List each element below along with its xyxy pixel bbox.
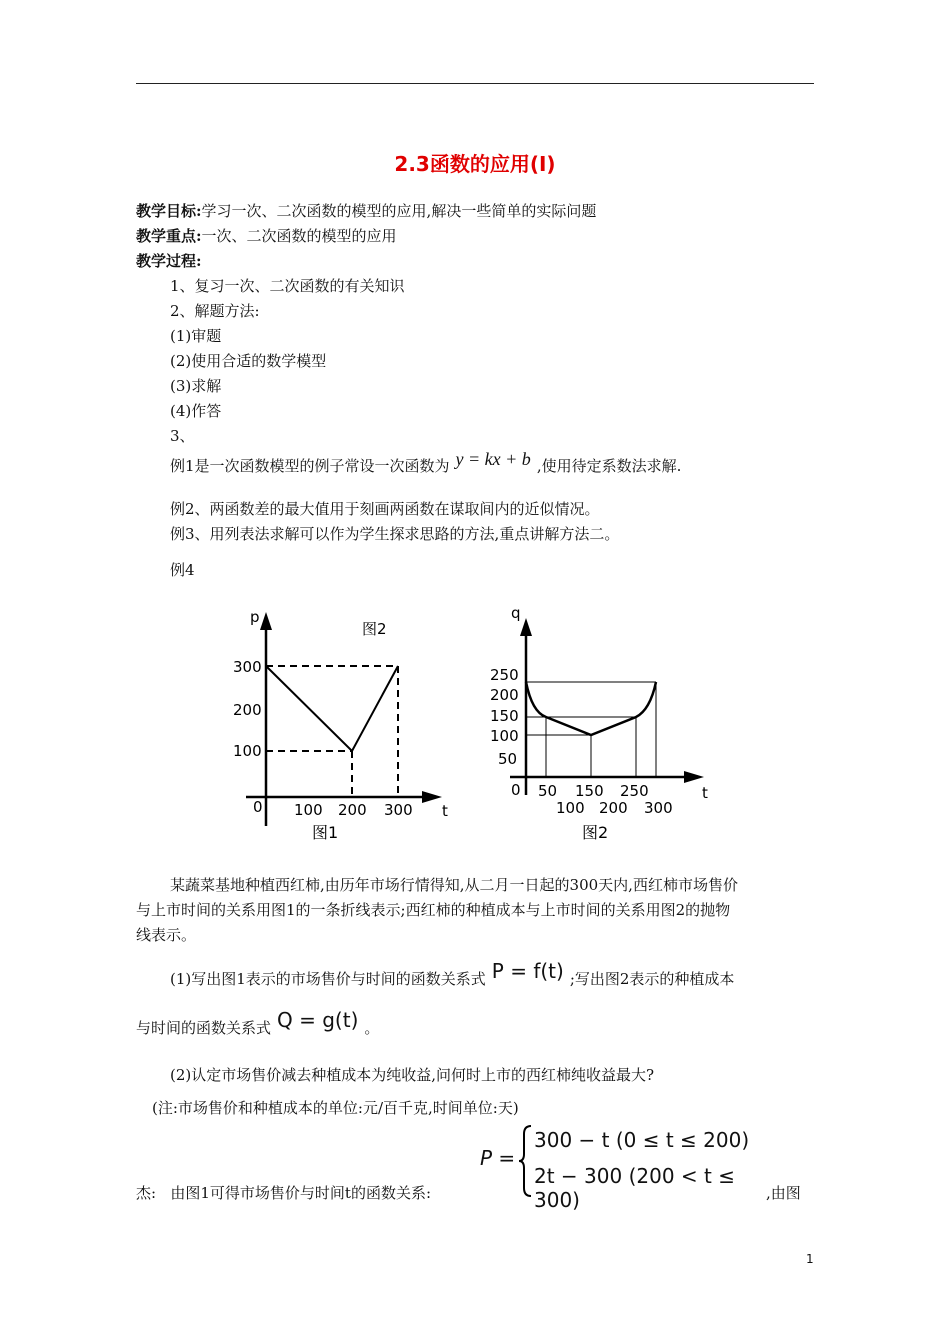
fig2-ytick: 250	[490, 666, 519, 684]
fig1-inner-label: 图2	[362, 620, 387, 638]
figure-2-svg	[486, 600, 718, 844]
header-rule	[136, 83, 814, 84]
fig2-ytick: 100	[490, 727, 519, 745]
fig1-ytick: 200	[233, 701, 262, 719]
question-1-line-2	[136, 1008, 380, 1039]
question-2: (2)认定市场售价减去种植成本为纯收益,问何时上市的西红柿纯收益最大?	[170, 1066, 655, 1084]
step-3: 3、	[170, 427, 195, 445]
step-2: 2、解题方法:	[170, 302, 260, 320]
piecewise-case-1: 300 − t (0 ≤ t ≤ 200)	[534, 1128, 750, 1152]
fig2-axis-x-label: t	[702, 784, 708, 802]
solution-tail: ,由图	[766, 1184, 801, 1202]
fig2-ytick: 200	[490, 686, 519, 704]
question-1-mid: ;写出图2表示的种植成本	[569, 970, 735, 988]
example-4: 例4	[170, 561, 195, 579]
fig2-xtick: 250	[620, 782, 649, 800]
formula-p-f: P = f(t)	[491, 959, 564, 983]
goal-line	[136, 200, 596, 222]
example-1-pre: 例1是一次函数模型的例子常设一次函数为	[170, 457, 450, 475]
fig2-ytick: 150	[490, 707, 519, 725]
fig1-y-arrow	[260, 612, 272, 630]
figure-1-svg	[226, 604, 458, 844]
question-1-l2: 与时间的函数关系式	[136, 1019, 272, 1037]
figure-2	[486, 600, 718, 844]
fig1-price-polyline	[266, 666, 398, 751]
fig2-ytick: 50	[498, 750, 518, 768]
page-title: 2.3函数的应用(Ⅰ)	[394, 152, 556, 176]
fig2-origin: 0	[511, 781, 521, 799]
process-label: 教学过程:	[136, 252, 202, 270]
solution-line	[136, 1182, 431, 1204]
fig1-xtick: 100	[294, 801, 323, 819]
fig2-axis-y-label: q	[511, 604, 521, 622]
piecewise-formula	[478, 1122, 778, 1212]
fig2-xtick: 50	[538, 782, 558, 800]
units-note: (注:市场售价和种植成本的单位:元/百千克,时间单位:天)	[152, 1099, 519, 1117]
fig2-x-arrow	[684, 771, 704, 783]
formula-linear: y = kx + b	[455, 449, 531, 469]
fig2-y-arrow	[520, 618, 532, 636]
fig1-ytick: 100	[233, 742, 262, 760]
fig2-xtick: 200	[599, 799, 628, 817]
focus-line	[136, 225, 397, 247]
question-1	[170, 959, 735, 990]
fig1-x-arrow	[422, 791, 442, 803]
step-1: 1、复习一次、二次函数的有关知识	[170, 277, 405, 295]
fig1-axis-x-label: t	[442, 802, 448, 820]
method-3: (3)求解	[170, 377, 222, 395]
fig1-caption: 图1	[312, 823, 339, 842]
problem-line-1: 某蔬菜基地种植西红柿,由历年市场行情得知,从二月一日起的300天内,西红柿市场售价	[170, 876, 738, 894]
goal-label: 教学目标:	[136, 202, 202, 220]
example-2: 例2、两函数差的最大值用于刻画两函数在谋取间内的近似情况。	[170, 500, 600, 518]
problem-line-3: 线表示。	[136, 926, 197, 944]
example-1-post: ,使用待定系数法求解.	[536, 457, 682, 475]
piecewise-brace	[518, 1124, 532, 1198]
problem-line-2: 与上市时间的关系用图1的一条折线表示;西红柿的种植成本与上市时间的关系用图2的抛物	[136, 901, 731, 919]
method-2: (2)使用合适的数学模型	[170, 352, 327, 370]
solution-label: 杰:	[136, 1184, 157, 1202]
method-1: (1)审题	[170, 327, 222, 345]
solution-text: 由图1可得市场售价与时间t的函数关系:	[170, 1184, 432, 1202]
fig1-ytick: 300	[233, 658, 262, 676]
example-1	[170, 449, 682, 477]
method-4: (4)作答	[170, 402, 222, 420]
focus-label: 教学重点:	[136, 227, 202, 245]
fig1-xtick: 200	[338, 801, 367, 819]
fig2-xtick: 300	[644, 799, 673, 817]
example-3: 例3、用列表法求解可以作为学生探求思路的方法,重点讲解方法二。	[170, 525, 620, 543]
figure-1	[226, 604, 458, 844]
piecewise-case-2: 2t − 300 (200 < t ≤ 300)	[534, 1164, 735, 1212]
piecewise-lhs: P =	[480, 1146, 516, 1170]
fig1-axis-y-label: p	[250, 608, 260, 626]
fig1-origin: 0	[253, 798, 263, 816]
page-number: 1	[806, 1252, 814, 1266]
fig2-caption: 图2	[582, 823, 609, 842]
goal-text: 学习一次、二次函数的模型的应用,解决一些简单的实际问题	[201, 202, 597, 220]
fig2-xtick: 100	[556, 799, 585, 817]
formula-q-g: Q = g(t)	[277, 1008, 359, 1032]
fig2-xtick: 150	[575, 782, 604, 800]
question-1-end: 。	[364, 1019, 380, 1037]
focus-text: 一次、二次函数的模型的应用	[201, 227, 397, 245]
question-1-pre: (1)写出图1表示的市场售价与时间的函数关系式	[170, 970, 486, 988]
fig1-xtick: 300	[384, 801, 413, 819]
